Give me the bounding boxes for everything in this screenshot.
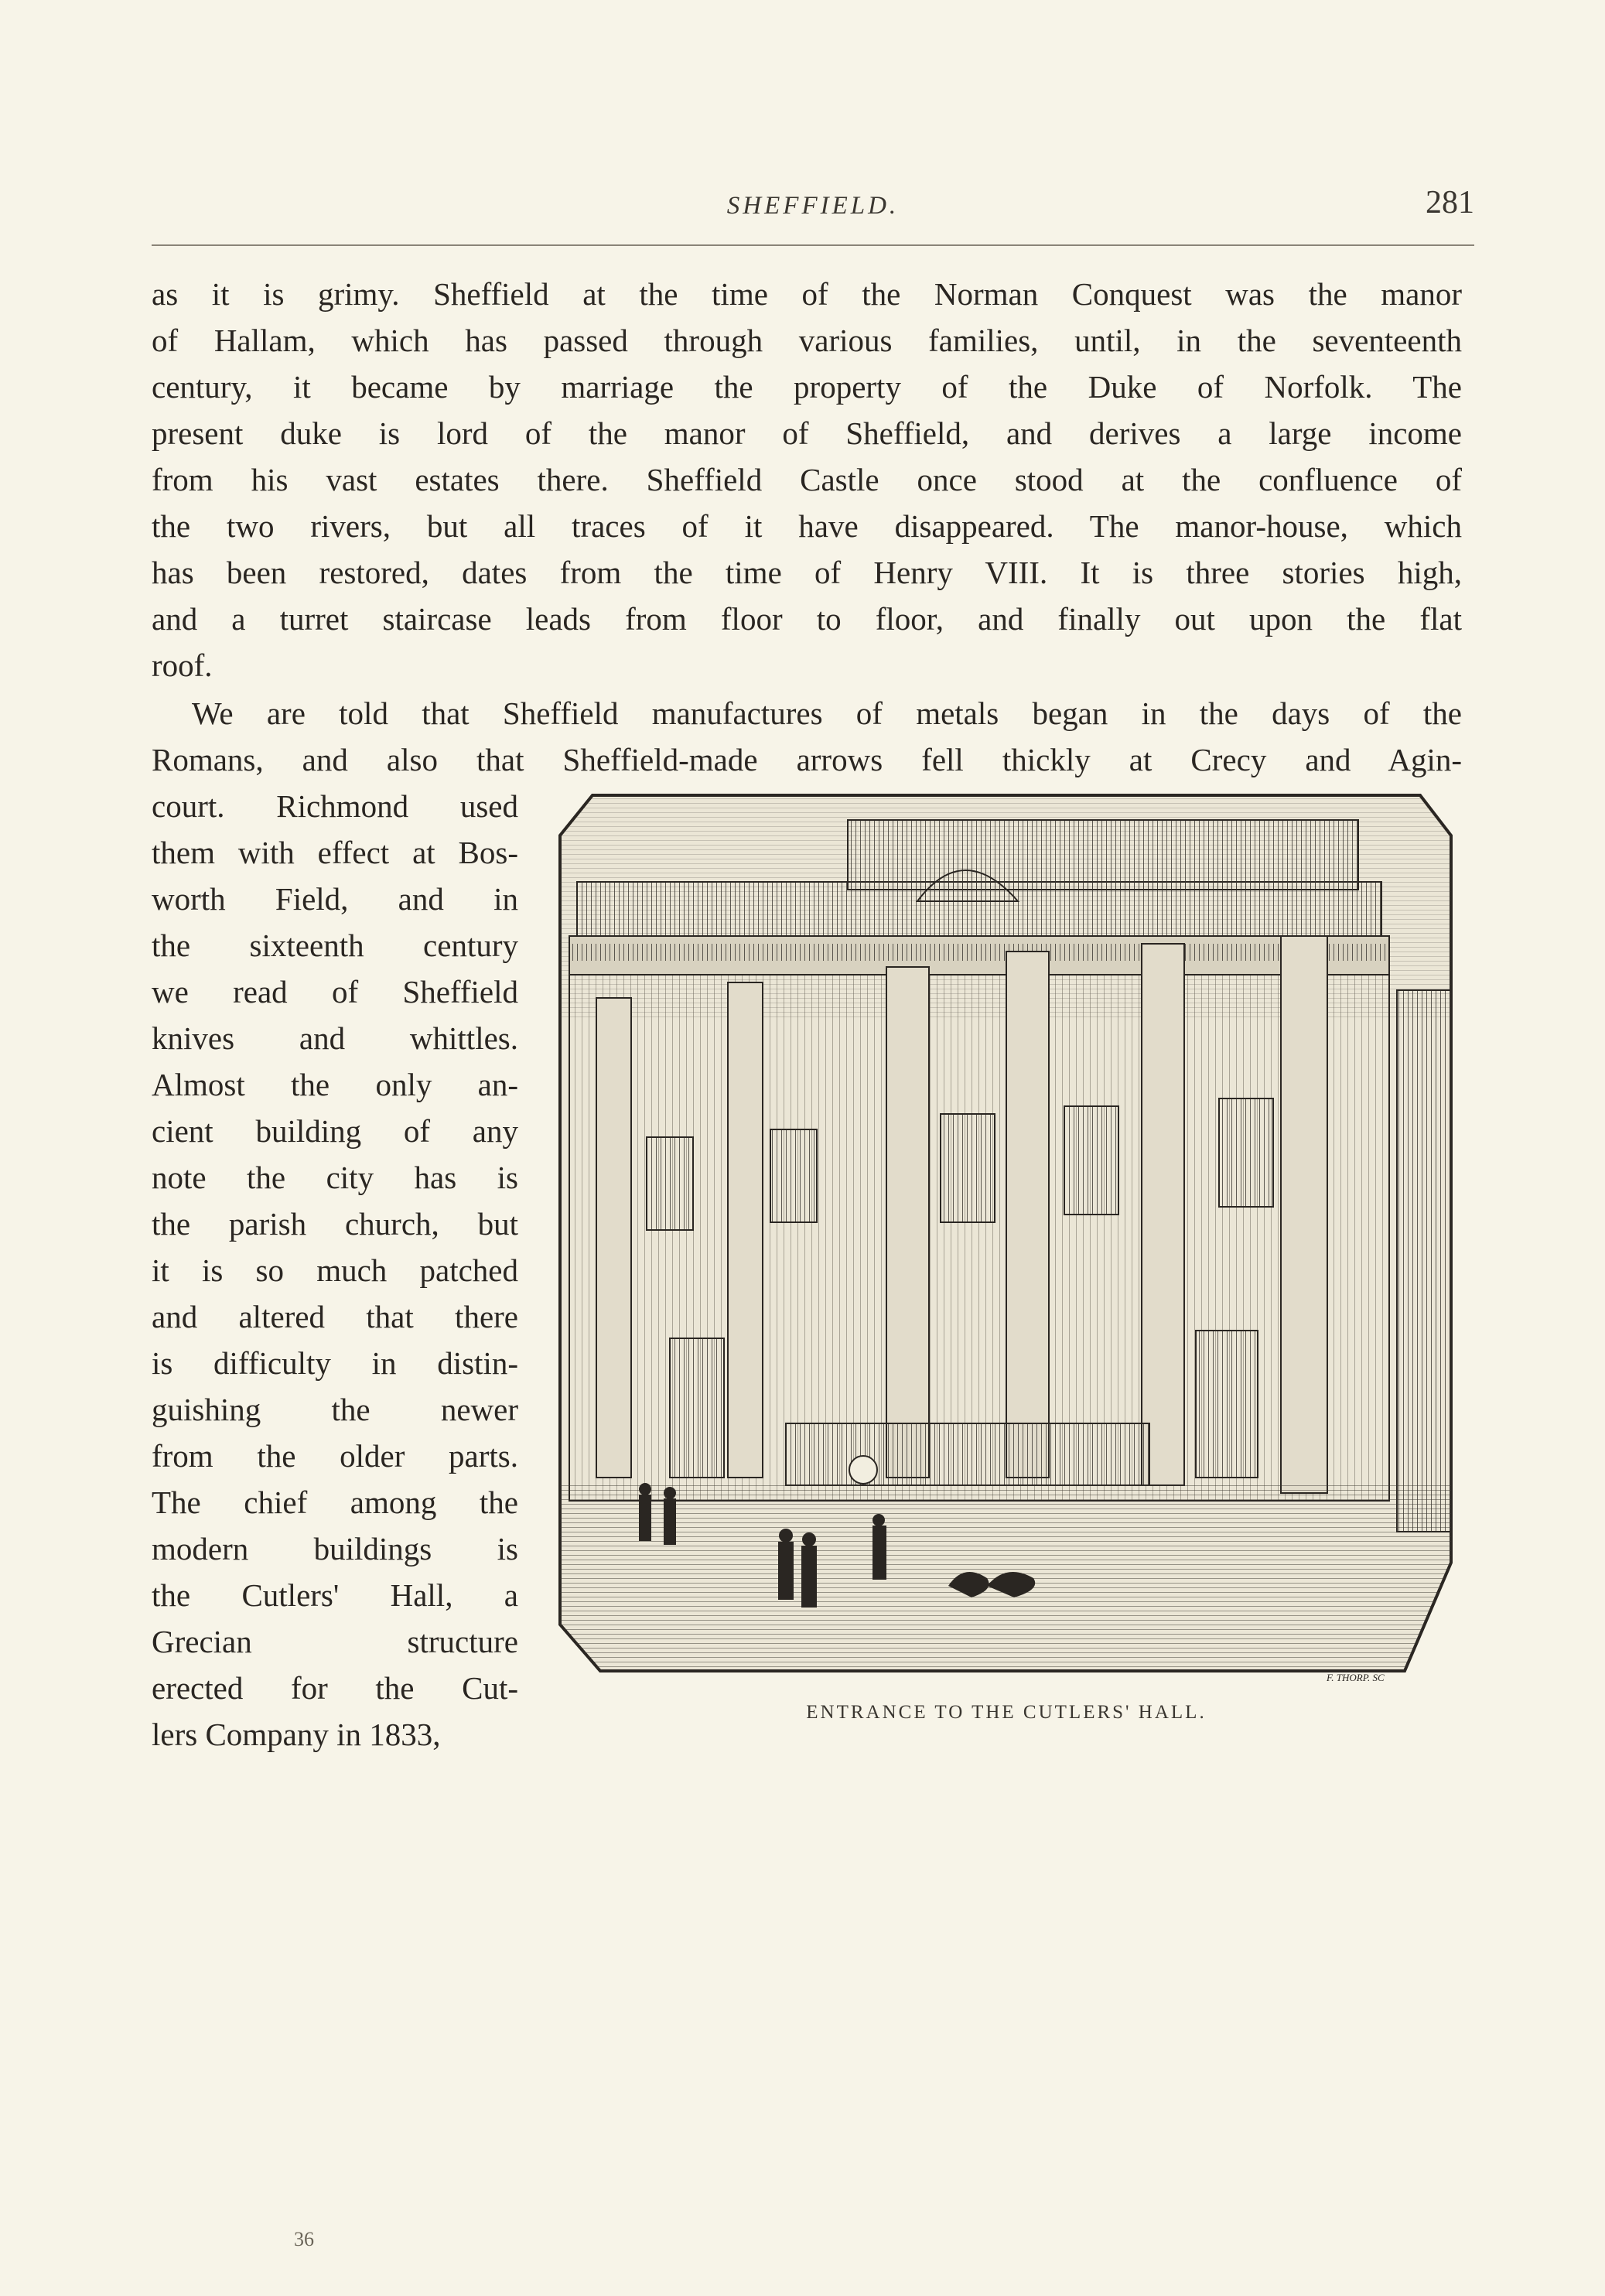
text-line: the parish church, but xyxy=(152,1206,518,1242)
text-line: Grecian structure xyxy=(152,1624,518,1659)
engraving-illustration xyxy=(554,789,1459,1694)
text-line: roof. xyxy=(152,647,213,683)
text-line: from the older parts. xyxy=(152,1438,518,1474)
engraver-signature-text: F. THORP. SC xyxy=(1327,1672,1385,1683)
text-line: the Cutlers' Hall, a xyxy=(152,1577,518,1613)
engraver-signature xyxy=(1327,1671,1385,1685)
text-line: court. Richmond used xyxy=(152,788,518,824)
running-header xyxy=(152,185,1474,238)
paragraph-2 xyxy=(152,690,1462,783)
text-line: has been restored, dates from the time of Henry VIII. It is three stories high, xyxy=(152,555,1462,590)
text-line: note the city has is xyxy=(152,1160,518,1195)
text-line: Romans, and also that Sheffield-made arrows fell thickly at Crecy and Agin- xyxy=(152,742,1462,777)
text-line: modern buildings is xyxy=(152,1531,518,1567)
text-line: from his vast estates there. Sheffield Castle once stood at the confluence of xyxy=(152,462,1462,497)
page-number: 281 xyxy=(1426,185,1474,220)
figure-caption: ENTRANCE TO THE CUTLERS' HALL. xyxy=(806,1702,1207,1723)
text-line: is difficulty in distin- xyxy=(152,1345,518,1381)
text-line: of Hallam, which has passed through various families, until, in the seventeenth xyxy=(152,323,1462,358)
text-line: knives and whittles. xyxy=(152,1020,518,1056)
running-title: SHEFFIELD. xyxy=(726,192,900,220)
text-line: the sixteenth century xyxy=(152,928,518,963)
text-line: them with effect at Bos- xyxy=(152,835,518,870)
text-line: lers Company in 1833, xyxy=(152,1717,441,1752)
cutlers-hall-engraving xyxy=(554,789,1459,1694)
text-line: century, it became by marriage the property of the Duke of Norfolk. The xyxy=(152,369,1462,405)
text-line: We are told that Sheffield manufactures of metals began in the days of the xyxy=(192,695,1462,731)
text-line: and a turret staircase leads from floor to floor, and finally out upon the flat xyxy=(152,601,1462,637)
text-line: guishing the newer xyxy=(152,1392,518,1427)
paragraph-1 xyxy=(152,271,1462,688)
signature-mark: 36 xyxy=(294,2228,314,2250)
text-line: we read of Sheffield xyxy=(152,974,518,1010)
text-line: The chief among the xyxy=(152,1485,518,1520)
text-line: it is so much patched xyxy=(152,1252,518,1288)
text-line: cient building of any xyxy=(152,1113,518,1149)
text-line: the two rivers, but all traces of it have disappeared. The manor-house, which xyxy=(152,508,1462,544)
header-rule xyxy=(152,244,1474,246)
text-line: Almost the only an- xyxy=(152,1067,518,1102)
text-line: erected for the Cut- xyxy=(152,1670,518,1706)
paragraph-2-wrapped-column xyxy=(152,783,518,1758)
text-line: present duke is lord of the manor of Sheffield, and derives a large income xyxy=(152,415,1462,451)
text-line: worth Field, and in xyxy=(152,881,518,917)
text-line: and altered that there xyxy=(152,1299,518,1334)
text-line: as it is grimy. Sheffield at the time of the Norman Conquest was the manor xyxy=(152,276,1462,312)
